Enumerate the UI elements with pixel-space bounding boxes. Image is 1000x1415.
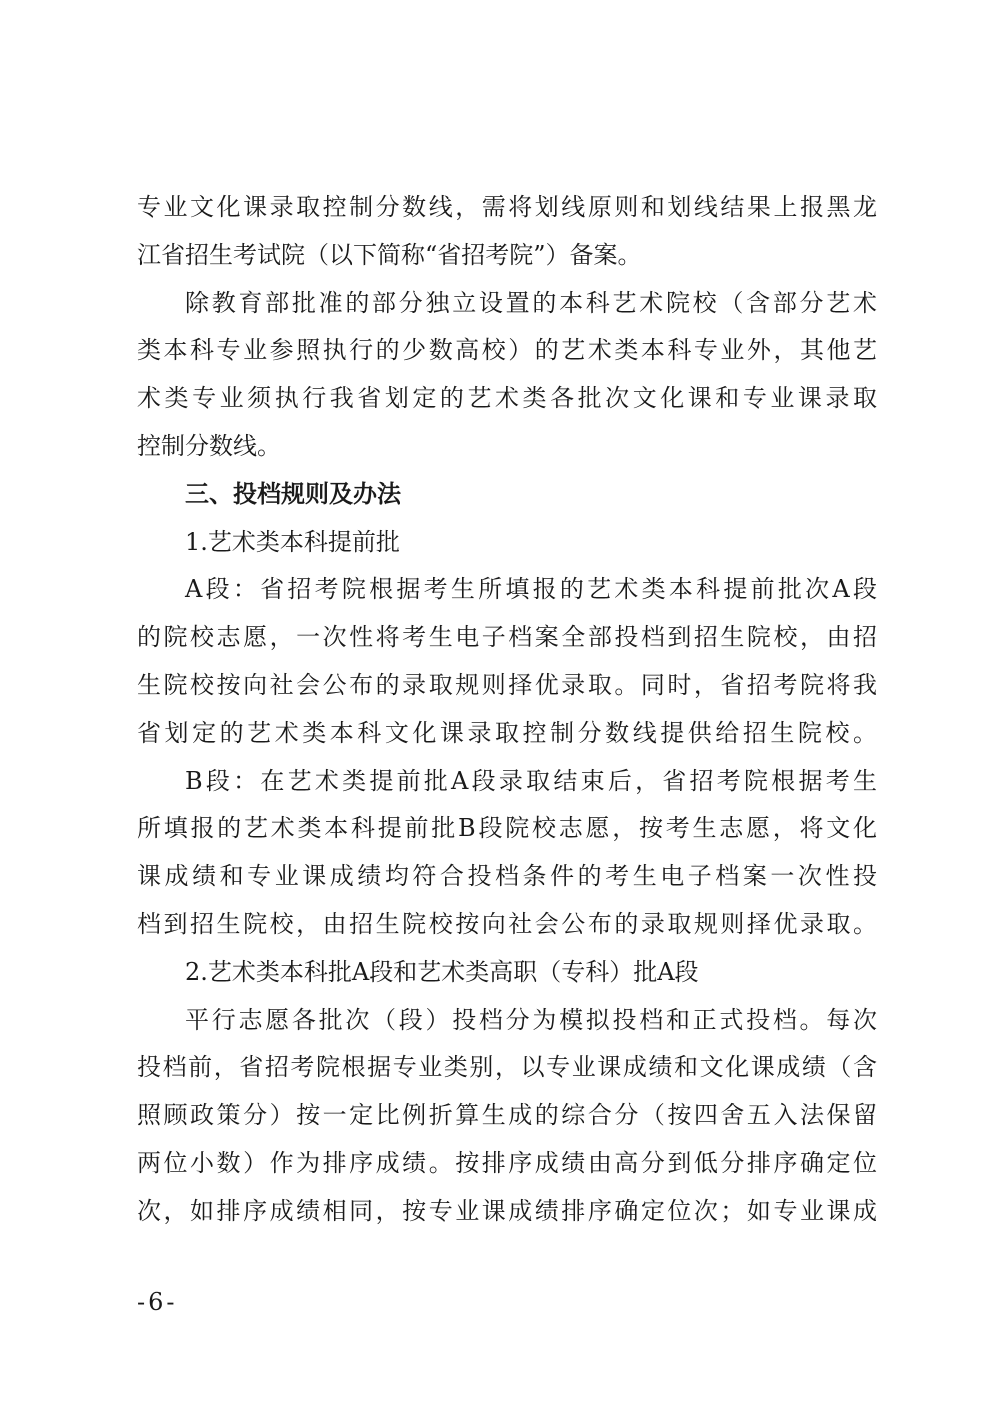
text-line: 投档前，省招考院根据专业类别，以专业课成绩和文化课成绩（含 — [137, 1053, 877, 1082]
document-body — [137, 184, 877, 1236]
section-heading: 三、投档规则及办法 — [185, 479, 401, 508]
text-line: 江省招生考试院（以下简称“省招考院”）备案。 — [137, 240, 642, 269]
subsection-heading: 1.艺术类本科提前批 — [185, 527, 400, 556]
text-line: 生院校按向社会公布的录取规则择优录取。同时，省招考院将我 — [137, 670, 877, 699]
text-line: 所填报的艺术类本科提前批B段院校志愿，按考生志愿，将文化 — [137, 814, 877, 843]
text-line: 两位小数）作为排序成绩。按排序成绩由高分到低分排序确定位 — [137, 1148, 877, 1177]
text-line: 档到招生院校，由招生院校按向社会公布的录取规则择优录取。 — [137, 909, 877, 938]
text-line: 课成绩和专业课成绩均符合投档条件的考生电子档案一次性投 — [137, 862, 877, 891]
text-line: 的院校志愿，一次性将考生电子档案全部投档到招生院校，由招 — [137, 623, 877, 652]
page-number: -6- — [137, 1288, 178, 1316]
text-line: 平行志愿各批次（段）投档分为模拟投档和正式投档。每次 — [185, 1005, 877, 1034]
text-line: B段：在艺术类提前批A段录取结束后，省招考院根据考生 — [185, 766, 877, 795]
text-line: 省划定的艺术类本科文化课录取控制分数线提供给招生院校。 — [137, 718, 877, 747]
text-line: 类本科专业参照执行的少数高校）的艺术类本科专业外，其他艺 — [137, 336, 877, 365]
text-line: 次，如排序成绩相同，按专业课成绩排序确定位次；如专业课成 — [137, 1196, 877, 1225]
subsection-heading: 2.艺术类本科批A段和艺术类高职（专科）批A段 — [185, 957, 699, 986]
text-line: 照顾政策分）按一定比例折算生成的综合分（按四舍五入法保留 — [137, 1101, 877, 1130]
text-line: 控制分数线。 — [137, 431, 281, 460]
text-line: 专业文化课录取控制分数线，需将划线原则和划线结果上报黑龙 — [137, 193, 877, 221]
text-line: A段：省招考院根据考生所填报的艺术类本科提前批次A段 — [185, 575, 877, 604]
text-line: 除教育部批准的部分独立设置的本科艺术院校（含部分艺术 — [185, 288, 877, 317]
text-line: 术类专业须执行我省划定的艺术类各批次文化课和专业课录取 — [137, 384, 877, 413]
